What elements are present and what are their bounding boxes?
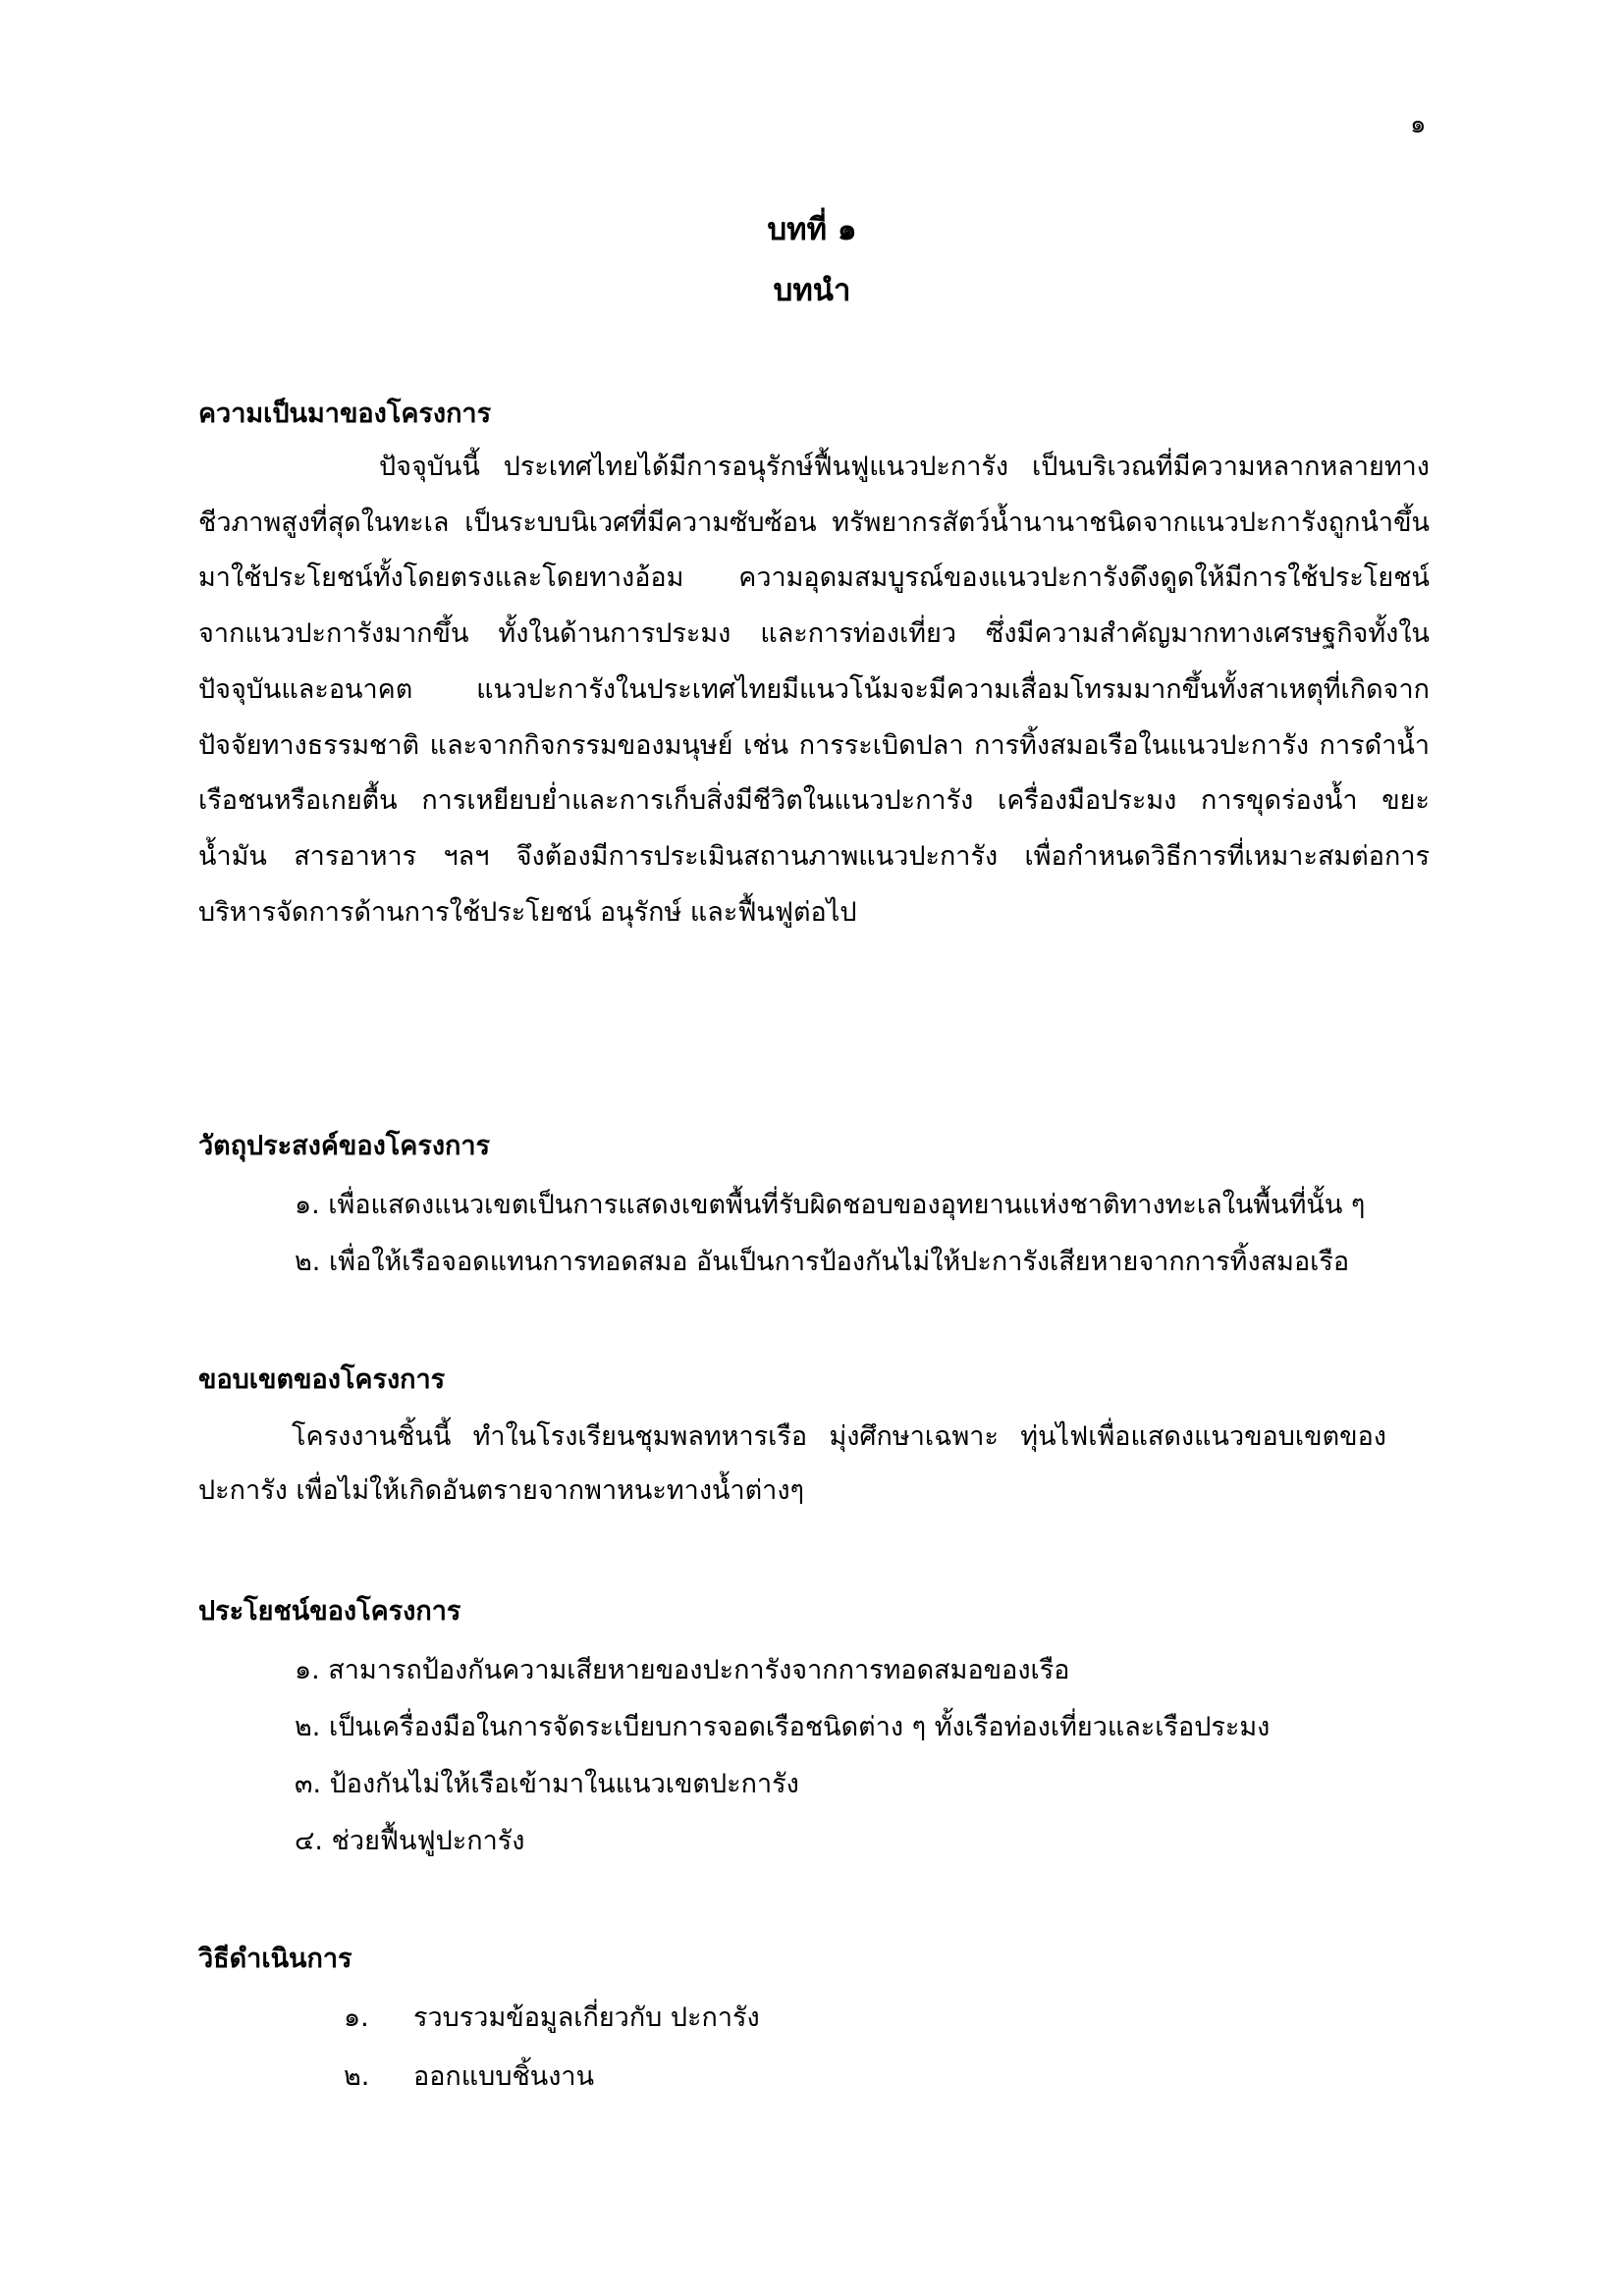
chapter-number: บทที่ ๑ xyxy=(767,212,857,247)
page-number: ๑ xyxy=(1410,110,1427,139)
objective-item-1: ๑. เพื่อแสดงแนวเขตเป็นการแสดงเขตพื้นที่รับผิดชอบของอุทยานแห่งชาติทางทะเลในพื้นที่นั้น ๆ xyxy=(295,1190,1366,1220)
scope-paragraph: โครงงานชิ้นนี้ ทำในโรงเรียนชุมพลทหารเรือ มุ่งศึกษาเฉพาะ ทุ่นไฟเพื่อแสดงแนวขอบเขตของปะการัง เพื่อไม่ให้เกิดอันตรายจากพาหนะทางน้ำต่างๆ xyxy=(198,1421,1386,1506)
method-step-2-number: ๒. xyxy=(344,2061,370,2092)
chapter-title: บทนำ xyxy=(773,273,851,308)
scope-heading: ขอบเขตของโครงการ xyxy=(198,1364,446,1395)
benefit-item-3: ๓. ป้องกันไม่ให้เรือเข้ามาในแนวเขตปะการัง xyxy=(295,1769,799,1799)
background-paragraph: ปัจจุบันนี้ ประเทศไทยได้มีการอนุรักษ์ฟื้นฟูแนวปะการัง เป็นบริเวณที่มีความหลากหลายทางชีวภาพสูงที่สุดในทะเล เป็นระบบนิเวศที่มีความซับซ้อน ทรัพยากรสัตว์น้ำนานาชนิดจากแนวปะการังถูกนำขึ้นมาใช้ประโยชน์ทั้งโดยตรงและโดยทางอ้อม ความอุดมสมบูรณ์ของแนวปะการังดึงดูดให้มีการใช้ประโยชน์จากแนวปะการังมากขึ้น ทั้งในด้านการประมง และการท่องเที่ยว ซึ่งมีความสำคัญมากทางเศรษฐกิจทั้งในปัจจุบันและอนาคต แนวปะการังในประเทศไทยมีแนวโน้มจะมีความเสื่อมโทรมมากขึ้นทั้งสาเหตุที่เกิดจากปัจจัยทางธรรมชาติ และจากกิจกรรมของมนุษย์ เช่น การระเบิดปลา การทิ้งสมอเรือในแนวปะการัง การดำน้ำ เรือชนหรือเกยตื้น การเหยียบย่ำและการเก็บสิ่งมีชีวิตในแนวปะการัง เครื่องมือประมง การขุดร่องน้ำ ขยะ น้ำมัน สารอาหาร ฯลฯ จึงต้องมีการประเมินสถานภาพแนวปะการัง เพื่อกำหนดวิธีการที่เหมาะสมต่อการบริหารจัดการด้านการใช้ประโยชน์ อนุรักษ์ และฟื้นฟูต่อไป xyxy=(198,452,1430,928)
objective-item-2: ๒. เพื่อให้เรือจอดแทนการทอดสมอ อันเป็นการป้องกันไม่ให้ปะการังเสียหายจากการทิ้งสมอเรือ xyxy=(295,1247,1350,1277)
method-step-1-text: รวบรวมข้อมูลเกี่ยวกับ ปะการัง xyxy=(413,2002,760,2033)
benefit-item-1: ๑. สามารถป้องกันความเสียหายของปะการังจากการทอดสมอของเรือ xyxy=(295,1655,1070,1685)
method-step-2-text: ออกแบบชิ้นงาน xyxy=(413,2061,595,2092)
background-heading: ความเป็นมาของโครงการ xyxy=(198,399,492,429)
benefit-item-2: ๒. เป็นเครื่องมือในการจัดระเบียบการจอดเรือชนิดต่าง ๆ ทั้งเรือท่องเที่ยวและเรือประมง xyxy=(295,1712,1271,1742)
method-step-1-number: ๑. xyxy=(344,2002,369,2033)
benefit-item-4: ๔. ช่วยฟื้นฟูปะการัง xyxy=(295,1826,525,1856)
method-heading: วิธีดำเนินการ xyxy=(198,1944,352,1974)
benefits-heading: ประโยชน์ของโครงการ xyxy=(198,1596,461,1627)
objectives-heading: วัตถุประสงค์ของโครงการ xyxy=(198,1131,491,1161)
